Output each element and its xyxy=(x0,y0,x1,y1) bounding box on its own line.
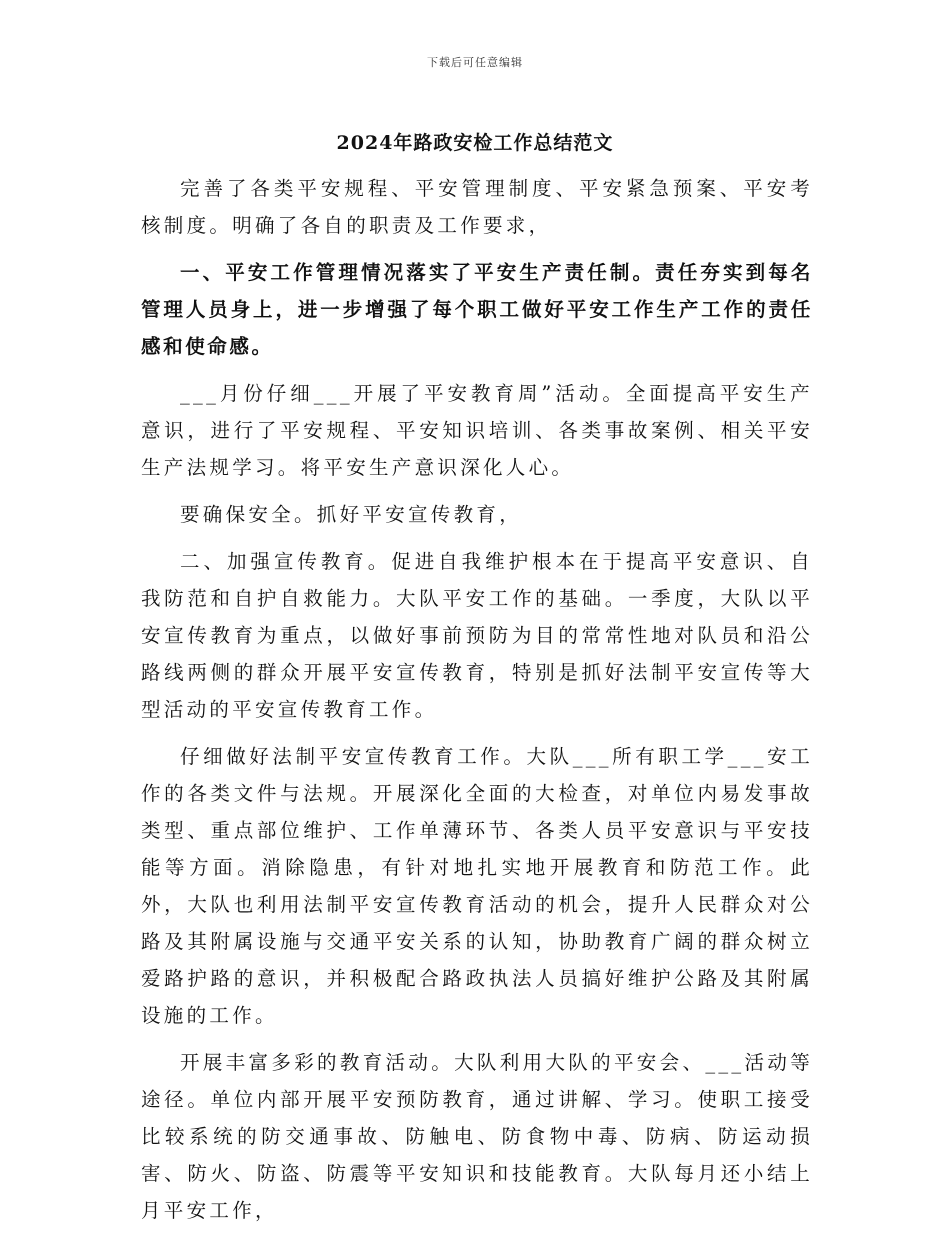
header-note: 下载后可任意编辑 xyxy=(427,56,523,69)
paragraph-4: 要确保安全。抓好平安宣传教育， xyxy=(180,503,523,526)
paragraph-2-heading: 一、平安工作管理情况落实了平安生产责任制。责任夯实到每名管理人员身上，进一步增强了每个职工做好平安工作生产工作的责任感和使命感。 xyxy=(141,261,813,358)
document-body xyxy=(141,170,813,1239)
paragraph-5: 二、加强宣传教育。促进自我维护根本在于提高平安意识、自我防范和自护自救能力。大队平安工作的基础。一季度，大队以平安宣传教育为重点，以做好事前预防为目的常常性地对队员和沿公路线两侧的群众开展平安宣传教育，特别是抓好法制平安宣传等大型活动的平安宣传教育工作。 xyxy=(141,550,813,721)
paragraph-6: 仔细做好法制平安宣传教育工作。大队___所有职工学___安工作的各类文件与法规。开展深化全面的大检查，对单位内易发事故类型、重点部位维护、工作单薄环节、各类人员平安意识与平安技能等方面。消除隐患，有针对地扎实地开展教育和防范工作。此外，大队也利用法制平安宣传教育活动的机会，提升人民群众对公路及其附属设施与交通平安关系的认知，协助教育广阔的群众树立爱路护路的意识，并积极配合路政执法人员搞好维护公路及其附属设施的工作。 xyxy=(141,745,813,1027)
paragraph-3: ___月份仔细___开展了平安教育周”活动。全面提高平安生产意识，进行了平安规程、平安知识培训、各类事故案例、相关平安生产法规学习。将平安生产意识深化人心。 xyxy=(141,382,813,479)
paragraph-7: 开展丰富多彩的教育活动。大队利用大队的平安会、___活动等途径。单位内部开展平安预防教育，通过讲解、学习。使职工接受比较系统的防交通事故、防触电、防食物中毒、防病、防运动损害、防火、防盗、防震等平安知识和技能教育。大队每月还小结上月平安工作， xyxy=(141,1051,813,1222)
document-title: 2024年路政安检工作总结范文 xyxy=(336,132,614,154)
paragraph-1: 完善了各类平安规程、平安管理制度、平安紧急预案、平安考核制度。明确了各自的职责及工作要求， xyxy=(141,177,813,237)
